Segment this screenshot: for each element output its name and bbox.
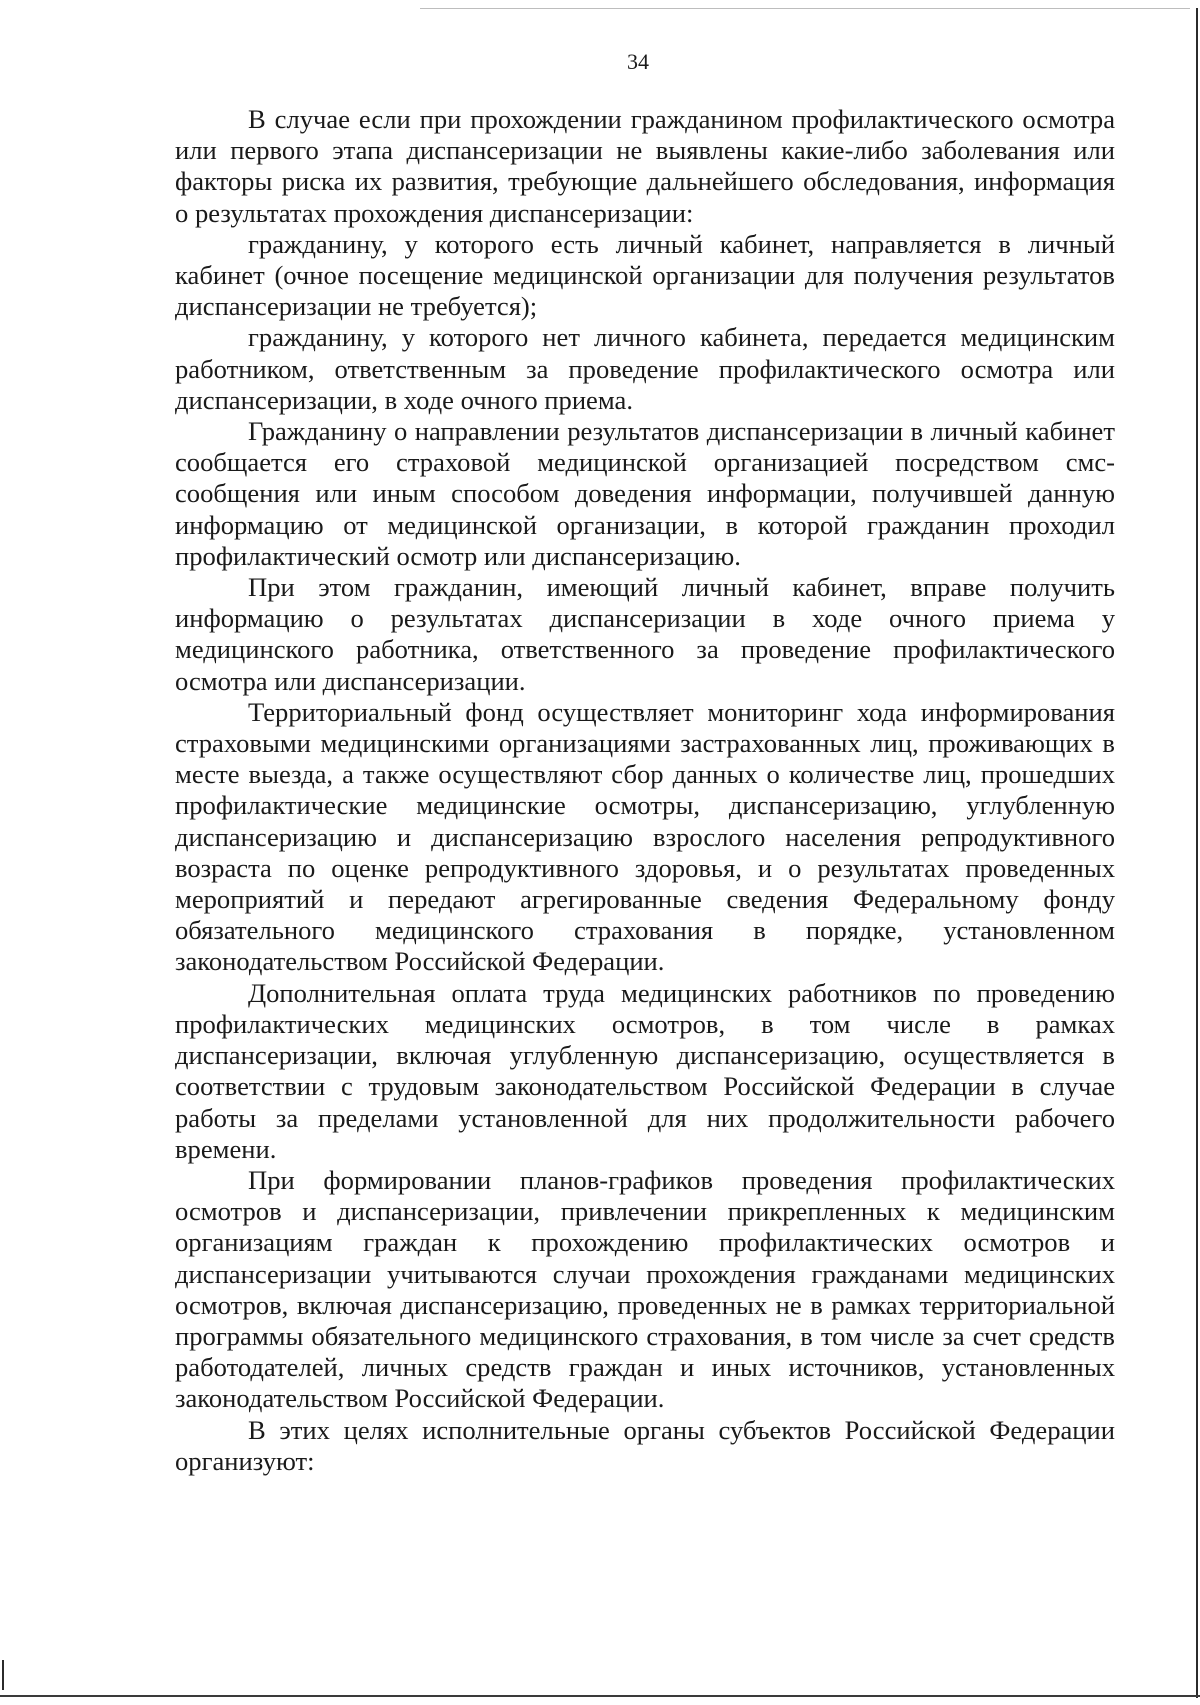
paragraph-2: гражданину, у которого есть личный кабинет, направляется в личный кабинет (очное посещение медицинской организации для получения результатов диспансеризации не требуется); bbox=[175, 228, 1115, 322]
document-body bbox=[175, 104, 1115, 1477]
paragraph-3: гражданину, у которого нет личного кабинета, передается медицинским работником, ответственным за проведение профилактического осмотра или диспансеризации, в ходе очного приема. bbox=[175, 322, 1115, 415]
scan-border-top bbox=[420, 8, 1190, 9]
scan-border-bottom bbox=[0, 1695, 1200, 1697]
page-number: 34 bbox=[627, 49, 649, 74]
paragraph-1: В случае если при прохождении гражданином профилактического осмотра или первого этапа диспансеризации не выявлены какие-либо заболевания или факторы риска их развития, требующие дальнейшего обследования, информация о результатах прохождения диспансеризации: bbox=[175, 104, 1115, 228]
scan-border-right bbox=[1196, 8, 1198, 1698]
paragraph-8: При формировании планов-графиков проведения профилактических осмотров и диспансеризации, привлечении прикрепленных к медицинским организациям граждан к прохождению профилактических осмотров и диспансеризации учитываются случаи прохождения гражданами медицинских осмотров, включая диспансеризацию, проведенных не в рамках территориальной программы обязательного медицинского страхования, в том числе за счет средств работодателей, личных средств граждан и иных источников, установленных законодательством Российской Федерации. bbox=[175, 1164, 1115, 1414]
paragraph-5: При этом гражданин, имеющий личный кабинет, вправе получить информацию о результатах диспансеризации в ходе очного приема у медицинского работника, ответственного за проведение профилактического осмотра или диспансеризации. bbox=[175, 572, 1115, 696]
paragraph-9: В этих целях исполнительные органы субъектов Российской Федерации организуют: bbox=[175, 1414, 1115, 1476]
paragraph-4: Гражданину о направлении результатов диспансеризации в личный кабинет сообщается его страховой медицинской организацией посредством смс-сообщения или иным способом доведения информации, получившей данную информацию от медицинской организации, в которой гражданин проходил профилактический осмотр или диспансеризацию. bbox=[175, 416, 1115, 571]
scan-mark-left bbox=[2, 1660, 4, 1690]
paragraph-6: Территориальный фонд осуществляет мониторинг хода информирования страховыми медицинскими организациями застрахованных лиц, проживающих в месте выезда, а также осуществляют сбор данных о количестве лиц, прошедших профилактические медицинские осмотры, диспансеризацию, углубленную диспансеризацию и диспансеризацию взрослого населения репродуктивного возраста по оценке репродуктивного здоровья, и о результатах проведенных мероприятий и передают агрегированные сведения Федеральному фонду обязательного медицинского страхования в порядке, установленном законодательством Российской Федерации. bbox=[175, 696, 1115, 977]
paragraph-7: Дополнительная оплата труда медицинских работников по проведению профилактических медицинских осмотров, в том числе в рамках диспансеризации, включая углубленную диспансеризацию, осуществляется в соответствии с трудовым законодательством Российской Федерации в случае работы за пределами установленной для них продолжительности рабочего времени. bbox=[175, 977, 1115, 1164]
